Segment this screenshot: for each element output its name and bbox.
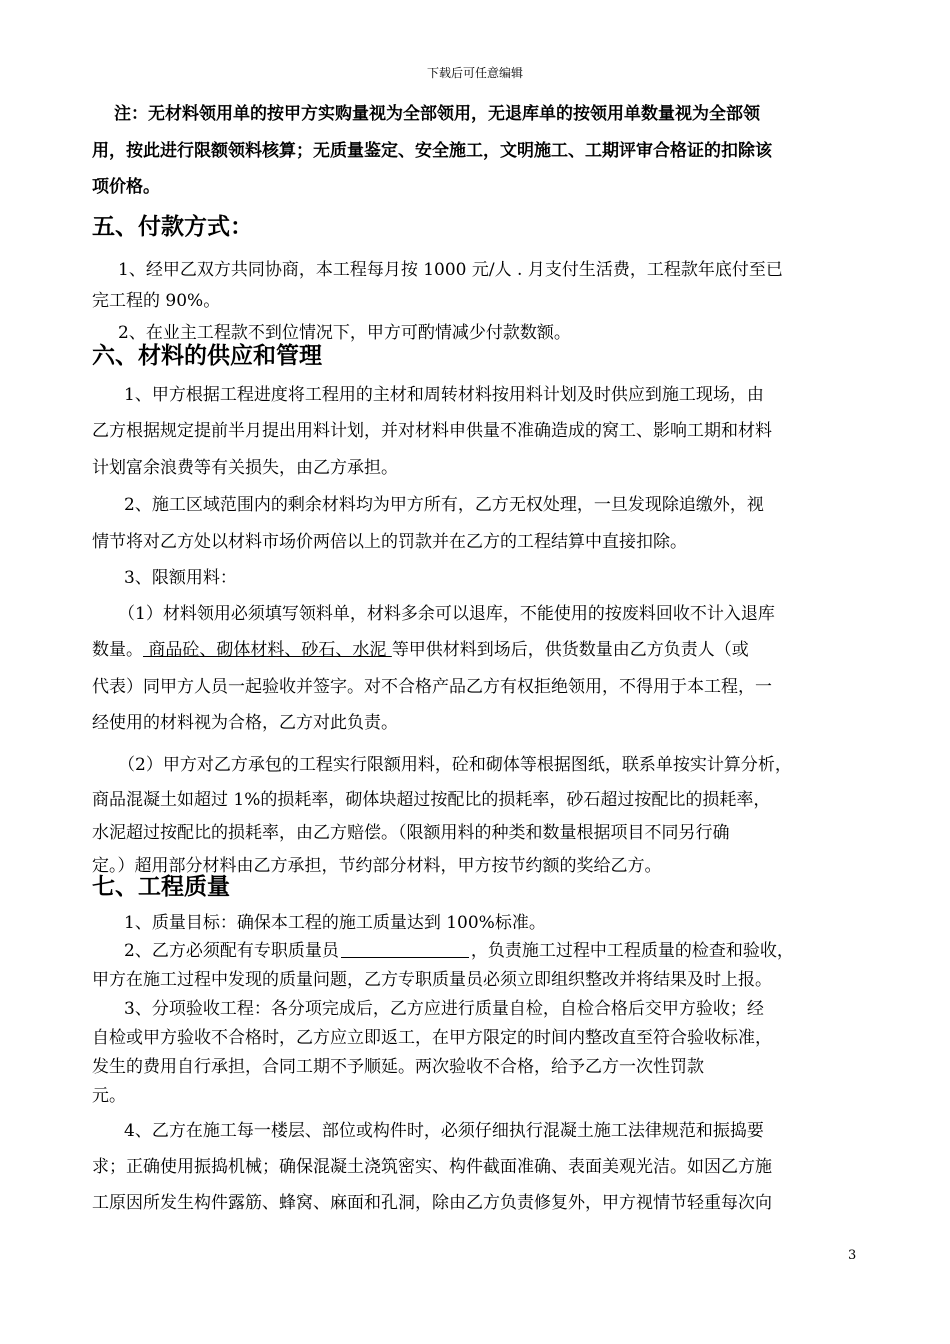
section-7-heading: 七、工程质量: [92, 873, 230, 900]
sec7-p4-line-3: 工原因所发生构件露筋、蜂窝、麻面和孔洞，除由乙方负责修复外，甲方视情节轻重每次向: [92, 1193, 772, 1213]
sec6-p4-line-2: [92, 639, 749, 661]
sec7-p2-line-1-end: ，负责施工过程中工程质量的检查和验收，: [470, 941, 794, 961]
sec6-p1-line-1: 1、甲方根据工程进度将工程用的主材和周转材料按用料计划及时供应到施工现场，由: [124, 385, 764, 405]
note-line-2: 用，按此进行限额领料核算；无质量鉴定、安全施工，文明施工、工期评审合格证的扣除该: [92, 141, 772, 161]
sec5-p1-line-1: 1、经甲乙双方共同协商，本工程每月按 1000 元/人 . 月支付生活费，工程款年底付至已: [118, 260, 783, 280]
sec7-p3-line-4: 元。: [92, 1086, 126, 1106]
sec6-p4-line-1: （1）材料领用必须填写领料单，材料多余可以退库，不能使用的按废料回收不计入退库: [118, 604, 775, 624]
sec7-p3-line-1: 3、分项验收工程：各分项完成后，乙方应进行质量自检，自检合格后交甲方验收；经: [124, 999, 764, 1019]
sec7-p3-line-3: 发生的费用自行承担，合同工期不予顺延。两次验收不合格，给予乙方一次性罚款: [92, 1057, 704, 1077]
sec5-p2: 2、在业主工程款不到位情况下，甲方可酌情减少付款数额。: [118, 323, 571, 343]
sec7-p4-line-1: 4、乙方在施工每一楼层、部位或构件时，必须仔细执行混凝土施工法律规范和振捣要: [124, 1121, 764, 1141]
page-number: 3: [848, 1248, 857, 1263]
supplied-materials-underlined: 商品砼、砌体材料、砂石、水泥: [143, 640, 392, 660]
sec6-p4-line-3: 代表）同甲方人员一起验收并签字。对不合格产品乙方有权拒绝领用，不得用于本工程，一: [92, 677, 772, 697]
sec6-p5-line-1: （2）甲方对乙方承包的工程实行限额用料，砼和砌体等根据图纸，联系单按实计算分析，: [118, 755, 792, 775]
sec6-p5-line-4: 定。）超用部分材料由乙方承担，节约部分材料，甲方按节约额的奖给乙方。: [92, 856, 662, 876]
sec6-p5-line-3: 水泥超过按配比的损耗率，由乙方赔偿。（限额用料的种类和数量根据项目不同另行确: [92, 823, 730, 843]
section-6-heading: 六、材料的供应和管理: [92, 342, 322, 369]
sec7-p2-line-1-start: 2、乙方必须配有专职质量员: [124, 941, 339, 961]
sec6-p5-line-2: 商品混凝土如超过 1%的损耗率，砌体块超过按配比的损耗率，砂石超过按配比的损耗率，: [92, 790, 771, 810]
sec5-p1-line-2: 完工程的 90%。: [92, 291, 221, 311]
note-line-1: 注：无材料领用单的按甲方实购量视为全部领用，无退库单的按领用单数量视为全部领: [114, 104, 760, 124]
sec6-p2-line-1: 2、施工区域范围内的剩余材料均为甲方所有，乙方无权处理，一旦发现除追缴外，视: [124, 495, 764, 515]
sec7-p2-line-1: [124, 940, 794, 962]
sec6-p3: 3、限额用料：: [124, 568, 237, 588]
page-header: 下载后可任意编辑: [426, 66, 523, 80]
section-5-heading: 五、付款方式：: [92, 213, 253, 240]
sec6-p4-line-2-end: 等甲供材料到场后，供货数量由乙方负责人（或: [391, 640, 749, 660]
sec6-p4-line-2-start: 数量。: [92, 640, 143, 660]
sec6-p1-line-3: 计划富余浪费等有关损失，由乙方承担。: [92, 458, 398, 478]
note-line-3: 项价格。: [92, 177, 160, 197]
sec7-p2-line-2: 甲方在施工过程中发现的质量问题，乙方专职质量员必须立即组织整改并将结果及时上报。: [92, 970, 772, 990]
sec7-p4-line-2: 求；正确使用振捣机械；确保混凝土浇筑密实、构件截面准确、表面美观光洁。如因乙方施: [92, 1157, 772, 1177]
sec7-p3-line-2: 自检或甲方验收不合格时，乙方应立即返工，在甲方限定的时间内整改直至符合验收标准，: [92, 1028, 772, 1048]
sec6-p4-line-4: 经使用的材料视为合格，乙方对此负责。: [92, 713, 398, 733]
sec7-p1: 1、质量目标：确保本工程的施工质量达到 100%标准。: [124, 913, 546, 933]
sec6-p2-line-2: 情节将对乙方处以材料市场价两倍以上的罚款并在乙方的工程结算中直接扣除。: [92, 532, 687, 552]
sec6-p1-line-2: 乙方根据规定提前半月提出用料计划，并对材料申供量不准确造成的窝工、影响工期和材料: [92, 421, 772, 441]
quality-inspector-blank: [341, 941, 469, 958]
